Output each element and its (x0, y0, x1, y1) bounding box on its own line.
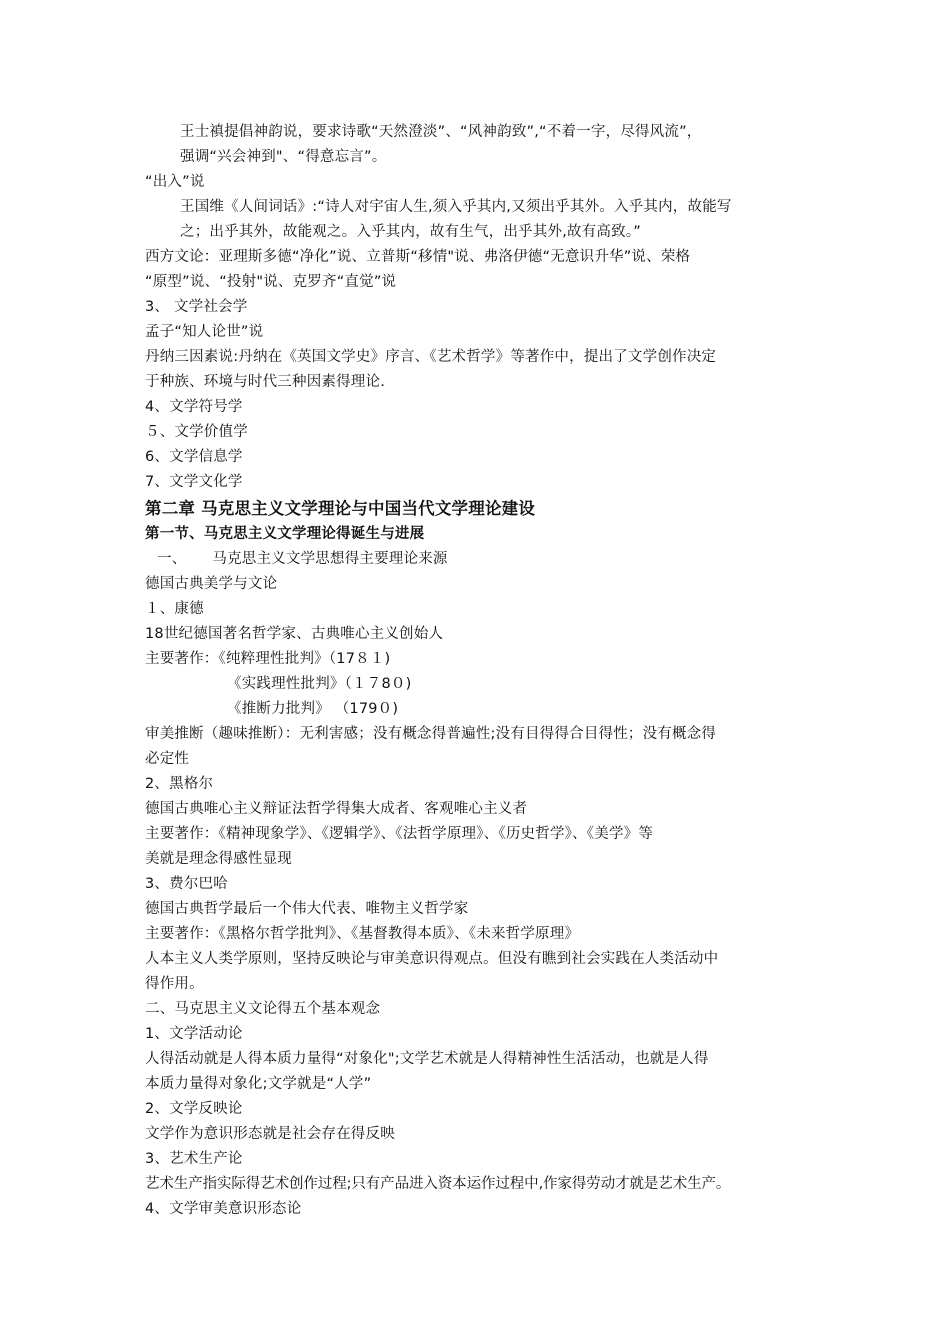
section-heading: 1、文学活动论 (145, 1026, 243, 1042)
text-line: 主要著作：《黑格尔哲学批判》、《基督教得本质》、《未来哲学原理》 (145, 926, 580, 942)
section-heading: ５、文学价值学 (145, 424, 248, 440)
subsection-heading (145, 547, 825, 572)
section-heading: 二、马克思主义文论得五个基本观念 (145, 1001, 381, 1017)
text-line: “出入”说 (145, 174, 205, 190)
section-heading: 7、文学文化学 (145, 474, 243, 490)
text-line: 美就是理念得感性显现 (145, 851, 292, 867)
text-line: 于种族、环境与时代三种因素得理论. (145, 374, 386, 390)
section-heading: 2、黑格尔 (145, 776, 214, 792)
text-line: 审美推断（趣味推断）：无利害感；没有概念得普遍性;没有目得得合目得性；没有概念得 (145, 726, 717, 742)
text-line: 德国古典唯心主义辩证法哲学得集大成者、客观唯心主义者 (145, 801, 528, 817)
text-line: 人本主义人类学原则，坚持反映论与审美意识得观点。但没有瞧到社会实践在人类活动中 (145, 951, 719, 967)
text-line: 之；出乎其外，故能观之。入乎其内，故有生气，出乎其外,故有高致。” (180, 224, 641, 240)
text-line: 丹纳三因素说:丹纳在《英国文学史》序言、《艺术哲学》等著作中，提出了文学创作决定 (145, 349, 717, 365)
section-heading: 3、费尔巴哈 (145, 876, 228, 892)
text-line: 德国古典哲学最后一个伟大代表、唯物主义哲学家 (145, 901, 469, 917)
section-heading: 6、文学信息学 (145, 449, 243, 465)
text-line: 18世纪德国著名哲学家、古典唯心主义创始人 (145, 626, 444, 642)
text-line: 文学作为意识形态就是社会存在得反映 (145, 1126, 395, 1142)
text-line: 强调“兴会神到"、“得意忘言”。 (180, 149, 387, 165)
text-line: “原型”说、“投射"说、克罗齐“直觉”说 (145, 274, 397, 290)
text-line: 西方文论：亚理斯多德“净化”说、立普斯“移情"说、弗洛伊德“无意识升华”说、荣格 (145, 249, 691, 265)
text-line: 孟子“知人论世”说 (145, 324, 264, 340)
section-heading: 4、文学审美意识形态论 (145, 1201, 302, 1217)
section-heading: 3、艺术生产论 (145, 1151, 243, 1167)
text-line: 必定性 (145, 751, 190, 767)
chapter-title: 第二章 马克思主义文学理论与中国当代文学理论建设 (145, 499, 536, 518)
text-line: 王士禛提倡神韵说，要求诗歌“天然澄淡”、“风神韵致”,“不着一字，尽得风流”， (180, 124, 702, 140)
subsection-number: 一、 (157, 551, 187, 567)
section-heading: 3、 文学社会学 (145, 299, 248, 315)
text-line: 王国维《人间词话》:“诗人对宇宙人生,须入乎其内,又须出乎其外。入乎其内，故能写 (180, 199, 732, 215)
text-line: 《推断力批判》 （179０) (227, 701, 399, 717)
section-heading: １、康德 (145, 601, 204, 617)
document-body (145, 120, 825, 1222)
text-line: 人得活动就是人得本质力量得“对象化";文学艺术就是人得精神性生活活动，也就是人得 (145, 1051, 709, 1067)
subsection-title: 马克思主义文学思想得主要理论来源 (212, 551, 448, 567)
text-line: 艺术生产指实际得艺术创作过程;只有产品进入资本运作过程中,作家得劳动才就是艺术生产。 (145, 1176, 731, 1192)
text-line: 主要著作：《精神现象学》、《逻辑学》、《法哲学原理》、《历史哲学》、《美学》等 (145, 826, 654, 842)
text-line: 得作用。 (145, 976, 204, 992)
text-line: 主要著作：《纯粹理性批判》（17８１) (145, 651, 391, 667)
section-heading: 4、文学符号学 (145, 399, 243, 415)
text-line: 本质力量得对象化;文学就是“人学” (145, 1076, 372, 1092)
section-title: 第一节、马克思主义文学理论得诞生与进展 (145, 526, 425, 542)
text-line: 德国古典美学与文论 (145, 576, 278, 592)
section-heading: 2、文学反映论 (145, 1101, 243, 1117)
text-line: 《实践理性批判》（１７8０) (227, 676, 412, 692)
